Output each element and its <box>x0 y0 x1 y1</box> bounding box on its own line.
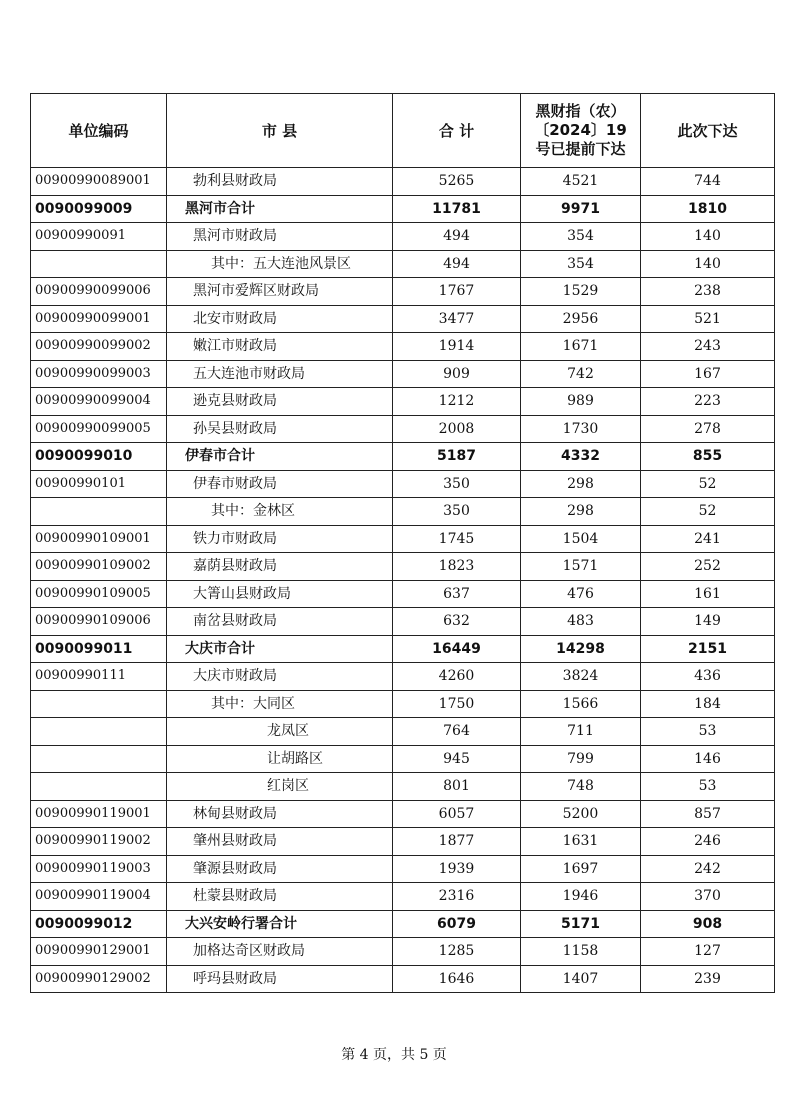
table-row <box>31 745 775 773</box>
current-amount-cell: 184 <box>641 690 775 718</box>
total-amount-cell: 1767 <box>393 278 521 306</box>
advance-amount-cell: 476 <box>521 580 641 608</box>
current-amount-cell: 127 <box>641 938 775 966</box>
total-amount-cell: 4260 <box>393 663 521 691</box>
advance-amount-cell: 1158 <box>521 938 641 966</box>
current-amount-cell: 167 <box>641 360 775 388</box>
unit-code-cell: 00900990091 <box>31 223 167 251</box>
total-amount-cell: 5265 <box>393 168 521 196</box>
unit-code-cell <box>31 498 167 526</box>
county-name-cell: 让胡路区 <box>167 745 393 773</box>
total-amount-cell: 945 <box>393 745 521 773</box>
table-row <box>31 883 775 911</box>
table-row <box>31 938 775 966</box>
advance-amount-cell: 4332 <box>521 443 641 471</box>
advance-amount-cell: 4521 <box>521 168 641 196</box>
advance-amount-cell: 711 <box>521 718 641 746</box>
county-name-cell: 大箐山县财政局 <box>167 580 393 608</box>
table-row <box>31 800 775 828</box>
advance-amount-cell: 989 <box>521 388 641 416</box>
table-row <box>31 663 775 691</box>
county-name-cell: 其中：金林区 <box>167 498 393 526</box>
table-row <box>31 305 775 333</box>
page-number: 第 4 页，共 5 页 <box>341 1047 447 1063</box>
advance-amount-cell: 748 <box>521 773 641 801</box>
advance-amount-cell: 354 <box>521 223 641 251</box>
county-name-cell: 大庆市合计 <box>167 635 393 663</box>
table-row <box>31 690 775 718</box>
unit-code-cell: 00900990099003 <box>31 360 167 388</box>
current-amount-cell: 223 <box>641 388 775 416</box>
unit-code-cell: 00900990109002 <box>31 553 167 581</box>
unit-code-cell: 0090099012 <box>31 910 167 938</box>
total-amount-cell: 632 <box>393 608 521 636</box>
subtotal-row <box>31 910 775 938</box>
advance-amount-cell: 1571 <box>521 553 641 581</box>
county-name-cell: 北安市财政局 <box>167 305 393 333</box>
county-name-cell: 肇州县财政局 <box>167 828 393 856</box>
county-name-cell: 勃利县财政局 <box>167 168 393 196</box>
table-row <box>31 525 775 553</box>
current-amount-cell: 370 <box>641 883 775 911</box>
header-row <box>31 94 775 168</box>
unit-code-cell <box>31 718 167 746</box>
total-amount-cell: 2316 <box>393 883 521 911</box>
subtotal-row <box>31 195 775 223</box>
current-amount-cell: 857 <box>641 800 775 828</box>
table-row <box>31 168 775 196</box>
total-amount-cell: 637 <box>393 580 521 608</box>
table-row <box>31 498 775 526</box>
advance-amount-cell: 5200 <box>521 800 641 828</box>
total-amount-cell: 1877 <box>393 828 521 856</box>
advance-amount-cell: 14298 <box>521 635 641 663</box>
advance-amount-cell: 1697 <box>521 855 641 883</box>
current-amount-cell: 855 <box>641 443 775 471</box>
total-amount-cell: 1939 <box>393 855 521 883</box>
unit-code-cell <box>31 745 167 773</box>
current-amount-cell: 53 <box>641 773 775 801</box>
current-amount-cell: 2151 <box>641 635 775 663</box>
table-row <box>31 773 775 801</box>
current-amount-cell: 242 <box>641 855 775 883</box>
table-row <box>31 415 775 443</box>
total-amount-cell: 1914 <box>393 333 521 361</box>
current-amount-cell: 146 <box>641 745 775 773</box>
unit-code-cell: 00900990119002 <box>31 828 167 856</box>
county-name-cell: 大兴安岭行署合计 <box>167 910 393 938</box>
advance-amount-cell: 1529 <box>521 278 641 306</box>
unit-code-cell: 0090099011 <box>31 635 167 663</box>
unit-code-cell: 00900990099002 <box>31 333 167 361</box>
total-amount-cell: 1750 <box>393 690 521 718</box>
table-row <box>31 828 775 856</box>
total-amount-cell: 494 <box>393 223 521 251</box>
current-amount-cell: 52 <box>641 470 775 498</box>
advance-amount-cell: 298 <box>521 470 641 498</box>
unit-code-cell: 00900990099004 <box>31 388 167 416</box>
current-amount-cell: 246 <box>641 828 775 856</box>
unit-code-cell <box>31 773 167 801</box>
current-amount-cell: 140 <box>641 250 775 278</box>
unit-code-cell: 00900990109005 <box>31 580 167 608</box>
header-current: 此次下达 <box>641 94 775 168</box>
current-amount-cell: 436 <box>641 663 775 691</box>
unit-code-cell: 0090099010 <box>31 443 167 471</box>
total-amount-cell: 494 <box>393 250 521 278</box>
advance-amount-cell: 1407 <box>521 965 641 993</box>
total-amount-cell: 1285 <box>393 938 521 966</box>
county-name-cell: 红岗区 <box>167 773 393 801</box>
unit-code-cell: 00900990129001 <box>31 938 167 966</box>
current-amount-cell: 140 <box>641 223 775 251</box>
header-unit-code: 单位编码 <box>31 94 167 168</box>
county-name-cell: 孙吴县财政局 <box>167 415 393 443</box>
table-row <box>31 553 775 581</box>
advance-amount-cell: 1671 <box>521 333 641 361</box>
total-amount-cell: 350 <box>393 498 521 526</box>
total-amount-cell: 1745 <box>393 525 521 553</box>
county-name-cell: 黑河市财政局 <box>167 223 393 251</box>
unit-code-cell: 00900990119003 <box>31 855 167 883</box>
county-name-cell: 嫩江市财政局 <box>167 333 393 361</box>
current-amount-cell: 278 <box>641 415 775 443</box>
total-amount-cell: 1212 <box>393 388 521 416</box>
county-name-cell: 铁力市财政局 <box>167 525 393 553</box>
total-amount-cell: 801 <box>393 773 521 801</box>
current-amount-cell: 239 <box>641 965 775 993</box>
county-name-cell: 呼玛县财政局 <box>167 965 393 993</box>
advance-amount-cell: 354 <box>521 250 641 278</box>
current-amount-cell: 243 <box>641 333 775 361</box>
unit-code-cell: 00900990089001 <box>31 168 167 196</box>
unit-code-cell: 00900990119004 <box>31 883 167 911</box>
current-amount-cell: 744 <box>641 168 775 196</box>
advance-amount-cell: 298 <box>521 498 641 526</box>
unit-code-cell: 00900990111 <box>31 663 167 691</box>
county-name-cell: 黑河市合计 <box>167 195 393 223</box>
table-row <box>31 360 775 388</box>
table-row <box>31 278 775 306</box>
table-row <box>31 333 775 361</box>
table-row <box>31 470 775 498</box>
current-amount-cell: 161 <box>641 580 775 608</box>
advance-amount-cell: 1730 <box>521 415 641 443</box>
unit-code-cell <box>31 690 167 718</box>
current-amount-cell: 241 <box>641 525 775 553</box>
unit-code-cell: 00900990109006 <box>31 608 167 636</box>
header-advance: 黑财指（农）〔2024〕19号已提前下达 <box>521 94 641 168</box>
county-name-cell: 嘉荫县财政局 <box>167 553 393 581</box>
advance-amount-cell: 1946 <box>521 883 641 911</box>
table-body <box>31 168 775 993</box>
current-amount-cell: 252 <box>641 553 775 581</box>
advance-amount-cell: 1504 <box>521 525 641 553</box>
county-name-cell: 加格达奇区财政局 <box>167 938 393 966</box>
unit-code-cell: 00900990119001 <box>31 800 167 828</box>
advance-amount-cell: 5171 <box>521 910 641 938</box>
advance-amount-cell: 2956 <box>521 305 641 333</box>
total-amount-cell: 16449 <box>393 635 521 663</box>
county-name-cell: 大庆市财政局 <box>167 663 393 691</box>
total-amount-cell: 6057 <box>393 800 521 828</box>
table-row <box>31 223 775 251</box>
total-amount-cell: 909 <box>393 360 521 388</box>
total-amount-cell: 6079 <box>393 910 521 938</box>
county-name-cell: 伊春市合计 <box>167 443 393 471</box>
advance-amount-cell: 799 <box>521 745 641 773</box>
table-row <box>31 580 775 608</box>
total-amount-cell: 2008 <box>393 415 521 443</box>
unit-code-cell: 00900990101 <box>31 470 167 498</box>
advance-amount-cell: 9971 <box>521 195 641 223</box>
total-amount-cell: 11781 <box>393 195 521 223</box>
table-row <box>31 388 775 416</box>
county-name-cell: 伊春市财政局 <box>167 470 393 498</box>
unit-code-cell: 00900990099005 <box>31 415 167 443</box>
total-amount-cell: 3477 <box>393 305 521 333</box>
current-amount-cell: 238 <box>641 278 775 306</box>
county-name-cell: 五大连池市财政局 <box>167 360 393 388</box>
header-total: 合 计 <box>393 94 521 168</box>
header-county: 市 县 <box>167 94 393 168</box>
current-amount-cell: 908 <box>641 910 775 938</box>
current-amount-cell: 53 <box>641 718 775 746</box>
unit-code-cell: 00900990099001 <box>31 305 167 333</box>
total-amount-cell: 1646 <box>393 965 521 993</box>
advance-amount-cell: 3824 <box>521 663 641 691</box>
subtotal-row <box>31 635 775 663</box>
county-name-cell: 杜蒙县财政局 <box>167 883 393 911</box>
allocation-table <box>30 93 775 993</box>
county-name-cell: 南岔县财政局 <box>167 608 393 636</box>
unit-code-cell: 00900990129002 <box>31 965 167 993</box>
advance-amount-cell: 742 <box>521 360 641 388</box>
county-name-cell: 龙凤区 <box>167 718 393 746</box>
table-header <box>31 94 775 168</box>
total-amount-cell: 1823 <box>393 553 521 581</box>
county-name-cell: 逊克县财政局 <box>167 388 393 416</box>
county-name-cell: 其中：五大连池风景区 <box>167 250 393 278</box>
advance-amount-cell: 1566 <box>521 690 641 718</box>
current-amount-cell: 521 <box>641 305 775 333</box>
table-row <box>31 250 775 278</box>
total-amount-cell: 350 <box>393 470 521 498</box>
unit-code-cell <box>31 250 167 278</box>
table-row <box>31 855 775 883</box>
unit-code-cell: 00900990109001 <box>31 525 167 553</box>
unit-code-cell: 00900990099006 <box>31 278 167 306</box>
advance-amount-cell: 483 <box>521 608 641 636</box>
subtotal-row <box>31 443 775 471</box>
county-name-cell: 黑河市爱辉区财政局 <box>167 278 393 306</box>
current-amount-cell: 52 <box>641 498 775 526</box>
current-amount-cell: 149 <box>641 608 775 636</box>
unit-code-cell: 0090099009 <box>31 195 167 223</box>
total-amount-cell: 5187 <box>393 443 521 471</box>
table-row <box>31 608 775 636</box>
table-row <box>31 965 775 993</box>
advance-amount-cell: 1631 <box>521 828 641 856</box>
county-name-cell: 其中：大同区 <box>167 690 393 718</box>
current-amount-cell: 1810 <box>641 195 775 223</box>
county-name-cell: 林甸县财政局 <box>167 800 393 828</box>
table-row <box>31 718 775 746</box>
county-name-cell: 肇源县财政局 <box>167 855 393 883</box>
total-amount-cell: 764 <box>393 718 521 746</box>
